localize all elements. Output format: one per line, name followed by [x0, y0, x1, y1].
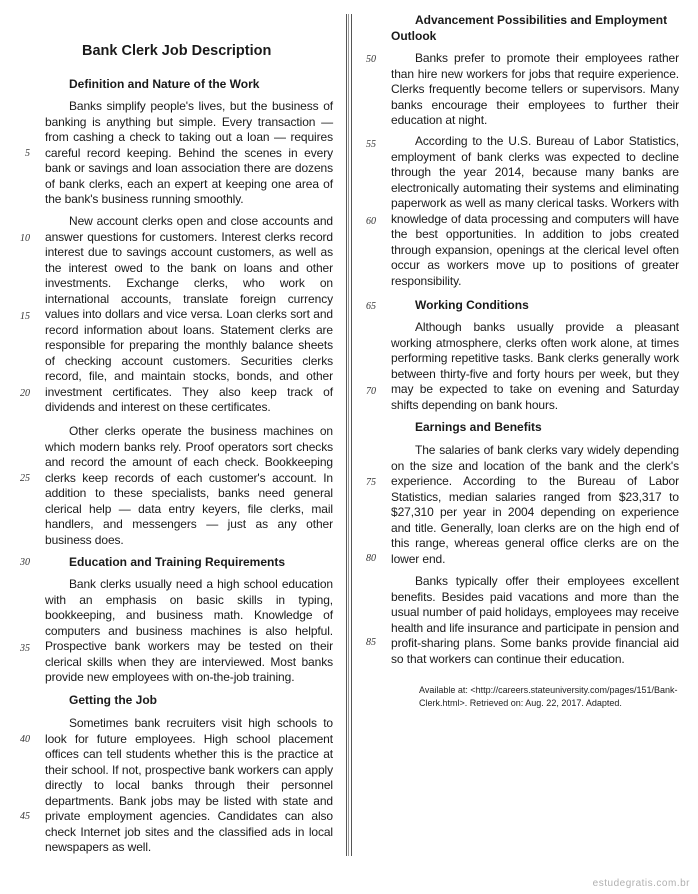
line-number: 55 — [366, 139, 376, 150]
line-number: 65 — [366, 301, 376, 312]
heading-education: Education and Training Requirements — [69, 555, 286, 569]
line-number: 40 — [20, 734, 30, 745]
line-number: 45 — [20, 811, 30, 822]
paragraph-earnings-1: The salaries of bank clerks vary widely depending on the size and location of the bank and the clerk's experience. According to the Bureau of Labor Statistics, median salaries ranged from $23,317 to $27,310 per year in 2004 depending on experience and title. Generally, loan clerks are on the high end of this range, whereas general office clerks are on the lower end. — [391, 443, 679, 566]
line-number: 85 — [366, 637, 376, 648]
line-number: 50 — [366, 54, 376, 65]
line-number: 70 — [366, 386, 376, 397]
source-citation: Available at: <http://careers.stateuniversity.com/pages/151/Bank-Clerk.html>. Retrieved on: Aug. 22, 2017. Adapted. — [419, 685, 678, 708]
line-number: 60 — [366, 216, 376, 227]
watermark: estudegratis.com.br — [592, 878, 690, 889]
column-divider — [346, 14, 352, 856]
paragraph-education-1: Bank clerks usually need a high school education with an emphasis on basic skills in typing, bookkeeping, and business math. Knowledge of computers and business machines is also helpful. Prospective bank workers may be tested on their clerical skills when they are interviewed. Most banks provide new employees with on-the-job training. — [45, 577, 333, 684]
page-title: Bank Clerk Job Description — [82, 43, 272, 59]
line-number: 10 — [20, 233, 30, 244]
paragraph-definition-1: Banks simplify people's lives, but the business of banking is anything but simple. Every transaction — from cashing a check to taking out a loan — requires careful record keeping. Behind the scenes in every bank or savings and loan association there are dozens of bank clerks, each an expert at keeping one area of the bank's business running smoothly. — [45, 99, 333, 206]
paragraph-job-1: Sometimes bank recruiters visit high schools to look for future employees. High school placement offices can tell students whether this is the practice at their school. If not, prospective bank workers can apply directly to local banks through their personnel departments. Bank jobs may be listed with state and private employment agencies. Candidates can also check Internet job sites and the classified ads in local newspapers as well. — [45, 716, 333, 854]
paragraph-definition-3: Other clerks operate the business machines on which modern banks rely. Proof operators sort checks and record the amount of each check. Bookkeeping clerks keep records of each customer's account. In addition to these specialists, banks need general clerical help — data entry keyers, file clerks, mail handlers, and messengers — just as any other business does. — [45, 424, 333, 547]
heading-advancement: Advancement Possibilities and Employment Outlook — [391, 13, 668, 43]
heading-getting-job: Getting the Job — [69, 693, 157, 707]
line-number: 20 — [20, 388, 30, 399]
line-number: 15 — [20, 311, 30, 322]
paragraph-earnings-2: Banks typically offer their employees excellent benefits. Besides paid vacations and more than the usual number of paid holidays, employees may receive health and life insurance and participate in pension and profit-sharing plans. Some banks provide financial aid so that workers can continue their education. — [391, 574, 679, 666]
line-number: 75 — [366, 477, 376, 488]
line-number: 35 — [20, 643, 30, 654]
line-number: 80 — [366, 553, 376, 564]
line-number: 25 — [20, 473, 30, 484]
heading-definition: Definition and Nature of the Work — [69, 77, 260, 91]
paragraph-advancement-2: According to the U.S. Bureau of Labor Statistics, employment of bank clerks was expected to decline through the year 2014, because many banks are electronically automating their systems and eliminating paperwork as well as many clerical tasks. Workers with knowledge of data processing and computers will have the best opportunities. In addition to jobs created through expansion, openings at the clerical level often occur as workers move up to positions of greater responsibility. — [391, 134, 679, 288]
paragraph-conditions-1: Although banks usually provide a pleasant working atmosphere, clerks often work alone, at times performing repetitive tasks. Bank clerks generally work between thirty-five and forty hours per week, but they may be expected to take on evening and Saturday shifts depending on bank hours. — [391, 320, 679, 412]
paragraph-definition-2: New account clerks open and close accounts and answer questions for customers. Interest clerks record interest due to savings account customers, as well as the interest owed to the bank on loans and other investments. Exchange clerks, who work on international accounts, translate foreign currency values into dollars and vice versa. Loan clerks sort and record information about loans. Statement clerks are responsible for preparing the monthly balance sheets of checking account customers. Securities clerks record, file, and maintain stocks, bonds, and other investment certificates. They also keep track of dividends and interest on these certificates. — [45, 214, 333, 414]
line-number: 5 — [25, 148, 30, 159]
paragraph-advancement-1: Banks prefer to promote their employees rather than hire new workers for jobs that require experience. Clerks frequently become tellers or supervisors. Many banks encourage their employees to further their education at night. — [391, 51, 679, 127]
line-number: 30 — [20, 557, 30, 568]
heading-conditions: Working Conditions — [415, 298, 529, 312]
heading-earnings: Earnings and Benefits — [415, 420, 542, 434]
